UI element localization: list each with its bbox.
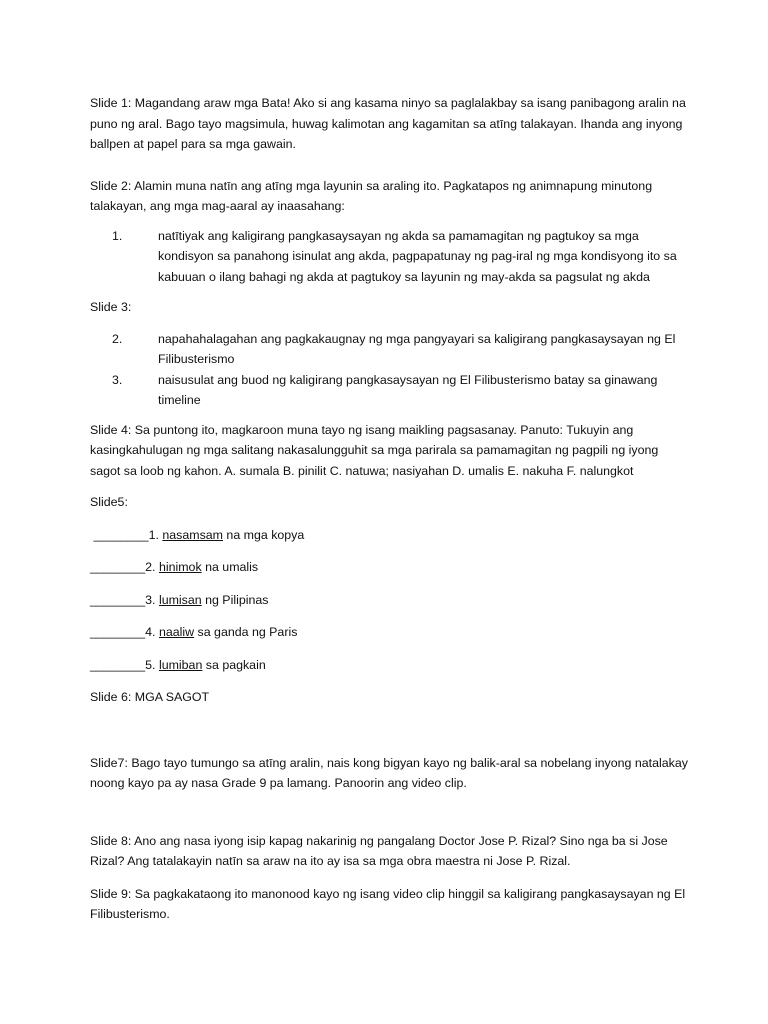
exercise-phrase: ng Pilipinas bbox=[201, 592, 269, 607]
exercise-phrase: na umalis bbox=[201, 560, 259, 574]
underlined-word: naaliw bbox=[158, 625, 195, 639]
slide-6-heading: Slide 6: MGA SAGOT bbox=[90, 690, 210, 704]
objective-item bbox=[112, 370, 690, 411]
answer-blank: ________ bbox=[90, 657, 146, 672]
document-page bbox=[90, 93, 690, 925]
slide-5-heading: Slide5: bbox=[90, 495, 128, 509]
exercise-number: 5. bbox=[145, 657, 156, 672]
objective-item bbox=[112, 226, 690, 288]
objective-number: 1. bbox=[112, 228, 123, 243]
slide-8-paragraph: Slide 8: Ano ang nasa iyong isip kapag nakarinig ng pangalang Doctor Jose P. Rizal? Sino nga ba si Jose Rizal? Ang tatalakayin natīn sa araw na ito ay isa sa mga obra maestra ni Jose P. Rizal. bbox=[90, 833, 668, 868]
objectives-list-2 bbox=[112, 329, 690, 411]
exercise-item bbox=[90, 622, 690, 643]
objective-text: napahahalagahan ang pagkakaugnay ng mga pangyayari sa kaligirang pangkasaysayan ng El Filibusterismo bbox=[158, 331, 676, 366]
slide-7-paragraph: Slide7: Bago tayo tumungo sa atīng aralin, nais kong bigyan kayo ng balik-aral sa nobelang inyong natalakay noong kayo pa ay nasa Grade 9 pa lamang. Panoorin ang video clip. bbox=[90, 755, 688, 790]
exercise-item bbox=[90, 525, 690, 546]
answer-blank: ________ bbox=[90, 560, 146, 574]
exercise-list bbox=[90, 525, 690, 676]
underlined-word: lumisan bbox=[158, 592, 202, 607]
answer-blank: ________ bbox=[90, 527, 149, 542]
exercise-number: 3. bbox=[145, 592, 156, 607]
slide-4-paragraph: Slide 4: Sa puntong ito, magkaroon muna tayo ng isang maikling pagsasanay. Panuto: Tukuyin ang kasingkahulugan ng mga salitang nakasalungguhit sa mga parirala sa pamamagitan ng pagpili ng iyong sagot sa loob ng kahon. A. sumala B. pinilit C. natuwa; nasiyahan D. umalis E. nakuha F. nalungkot bbox=[90, 422, 659, 478]
exercise-phrase: na mga kopya bbox=[222, 527, 305, 542]
exercise-item bbox=[90, 557, 690, 578]
answer-blank: ________ bbox=[90, 592, 146, 607]
exercise-number: 2. bbox=[145, 560, 156, 574]
exercise-item bbox=[90, 590, 690, 611]
exercise-number: 1. bbox=[148, 527, 159, 542]
slide-3-heading: Slide 3: bbox=[90, 300, 132, 314]
objective-item bbox=[112, 329, 690, 370]
objective-text: naisusulat ang buod ng kaligirang pangkasaysayan ng El Filibusterismo batay sa ginawang timeline bbox=[158, 372, 658, 407]
exercise-number: 4. bbox=[145, 625, 156, 639]
objective-number: 2. bbox=[112, 331, 123, 346]
objective-number: 3. bbox=[112, 372, 123, 387]
exercise-phrase: sa pagkain bbox=[202, 657, 266, 672]
exercise-phrase: sa ganda ng Paris bbox=[194, 625, 298, 639]
underlined-word: hinimok bbox=[158, 560, 202, 574]
underlined-word: nasamsam bbox=[162, 527, 223, 542]
slide-9-paragraph: Slide 9: Sa pagkakataong ito manonood kayo ng isang video clip hinggil sa kaligirang pangkasaysayan ng El Filibusterismo. bbox=[90, 886, 686, 921]
slide-2-paragraph: Slide 2: Alamin muna natīn ang atīng mga layunin sa araling ito. Pagkatapos ng animnapung minutong talakayan, ang mga mag-aaral ay inaasahang: bbox=[90, 178, 653, 213]
objectives-list-1 bbox=[112, 226, 690, 288]
exercise-item bbox=[90, 655, 690, 676]
objective-text: natītiyak ang kaligirang pangkasaysayan ng akda sa pamamagitan ng pagtukoy sa mga kondisyon sa panahong isinulat ang akda, pagpapatunay ng pag-iral ng mga kondisyong ito sa kabuuan o ilang bahagi ng akda at pagtukoy sa layunin ng may-akda sa pagsulat ng akda bbox=[158, 228, 677, 284]
answer-blank: ________ bbox=[90, 625, 146, 639]
underlined-word: lumiban bbox=[158, 657, 203, 672]
slide-1-paragraph: Slide 1: Magandang araw mga Bata! Ako si ang kasama ninyo sa paglalakbay sa isang panibagong aralin na puno ng aral. Bago tayo magsimula, huwag kalimotan ang kagamitan sa atīng talakayan. Ihanda ang inyong ballpen at papel para sa mga gawain. bbox=[90, 96, 686, 151]
